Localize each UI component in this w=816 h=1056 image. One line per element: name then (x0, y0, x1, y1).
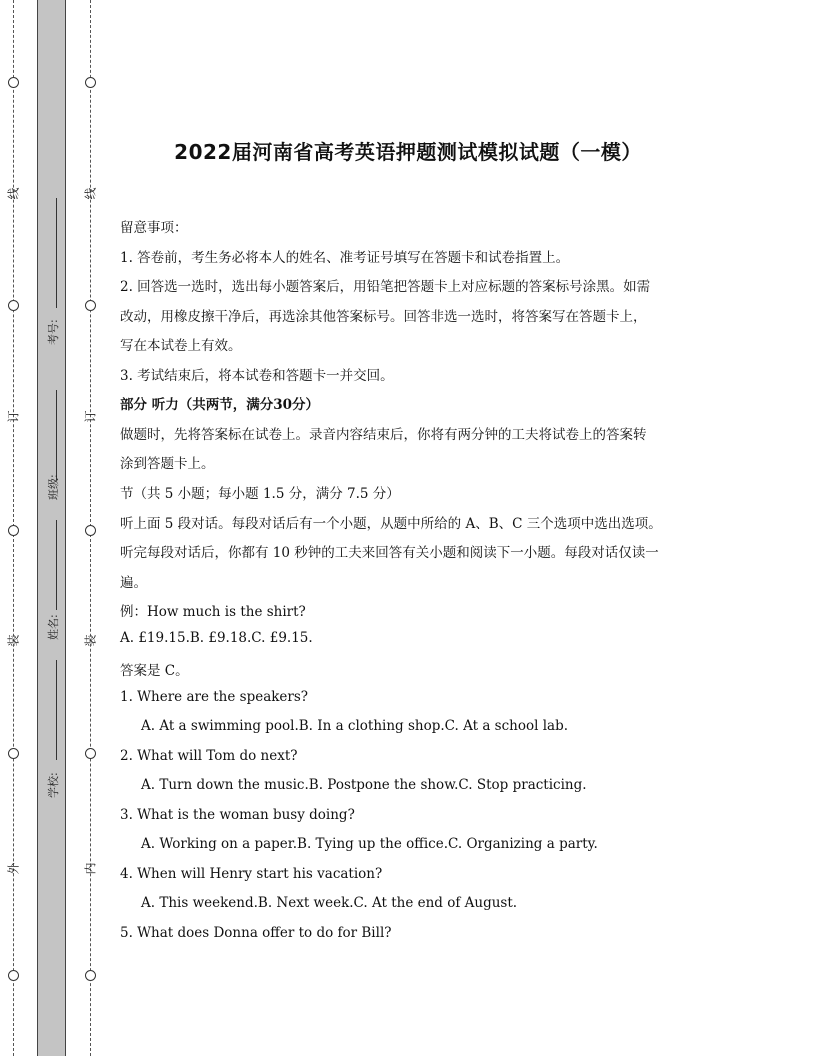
part-instructions-cont: 涂到答题卡上。 (120, 456, 215, 472)
example-question: 例：How much is the shirt? (120, 604, 306, 620)
question-1: 1. Where are the speakers? (120, 689, 309, 705)
margin-char-ding-inner: 订 (83, 410, 98, 423)
school-label: 学校: (47, 772, 60, 798)
notice-item-2-cont: 写在本试卷上有效。 (120, 338, 242, 354)
binding-hole (85, 970, 96, 981)
binding-hole (85, 525, 96, 536)
school-field[interactable] (56, 660, 57, 760)
notice-heading: 留意事项： (120, 220, 188, 236)
part-instructions: 做题时，先将答案标在试卷上。录音内容结束后，你将有两分钟的工夫将试卷上的答案转 (120, 427, 647, 443)
name-label: 姓名: (47, 614, 60, 640)
class-label: 班级: (47, 474, 60, 500)
exam-no-field[interactable] (56, 198, 57, 308)
example-options: A. £19.15.B. £9.18.C. £9.15. (120, 630, 313, 646)
binding-hole (8, 77, 19, 88)
section-heading: 节（共 5 小题；每小题 1.5 分，满分 7.5 分） (120, 486, 400, 502)
question-3-options: A. Working on a paper.B. Tying up the office.C. Organizing a party. (141, 836, 598, 852)
binding-hole (8, 300, 19, 311)
notice-item-2: 2. 回答选一选时，选出每小题答案后，用铅笔把答题卡上对应标题的答案标号涂黑。如需 (120, 279, 651, 295)
margin-char-xian-inner: 线 (83, 187, 98, 200)
question-5: 5. What does Donna offer to do for Bill? (120, 925, 392, 941)
binding-hole (8, 748, 19, 759)
question-4-options: A. This weekend.B. Next week.C. At the end of August. (141, 895, 518, 911)
question-2: 2. What will Tom do next? (120, 748, 298, 764)
margin-char-wai: 外 (6, 862, 21, 875)
part-heading: 部分 听力（共两节，满分30分） (120, 397, 319, 413)
binding-hole (85, 748, 96, 759)
binding-hole (8, 970, 19, 981)
margin-char-zhuang-inner: 装 (83, 634, 98, 647)
class-field[interactable] (56, 390, 57, 480)
binding-hole (8, 525, 19, 536)
question-2-options: A. Turn down the music.B. Postpone the show.C. Stop practicing. (141, 777, 587, 793)
exam-no-label: 考号: (47, 319, 60, 345)
notice-item-1: 1. 答卷前，考生务必将本人的姓名、准考证号填写在答题卡和试卷指置上。 (120, 250, 570, 266)
question-4: 4. When will Henry start his vacation? (120, 866, 383, 882)
section-instructions-cont: 听完每段对话后，你都有 10 秒钟的工夫来回答有关小题和阅读下一小题。每段对话仅读一 (120, 545, 659, 561)
example-answer: 答案是 C。 (120, 663, 189, 679)
notice-item-2-cont: 改动，用橡皮擦干净后，再选涂其他答案标号。回答非选一选时，将答案写在答题卡上， (120, 309, 647, 325)
binding-hole (85, 77, 96, 88)
question-3: 3. What is the woman busy doing? (120, 807, 355, 823)
margin-char-ding: 订 (6, 410, 21, 423)
margin-char-nei: 内 (83, 862, 98, 875)
section-instructions: 听上面 5 段对话。每段对话后有一个小题，从题中所给的 A、B、C 三个选项中选出选项。 (120, 516, 662, 532)
question-1-options: A. At a swimming pool.B. In a clothing shop.C. At a school lab. (141, 718, 569, 734)
margin-char-zhuang: 装 (6, 634, 21, 647)
binding-hole (85, 300, 96, 311)
name-field[interactable] (56, 520, 57, 610)
page-title: 2022届河南省高考英语押题测试模拟试题（一模） (174, 140, 642, 164)
section-instructions-cont: 遍。 (120, 575, 147, 591)
margin-char-xian: 线 (6, 187, 21, 200)
notice-item-3: 3. 考试结束后，将本试卷和答题卡一并交回。 (120, 368, 394, 384)
